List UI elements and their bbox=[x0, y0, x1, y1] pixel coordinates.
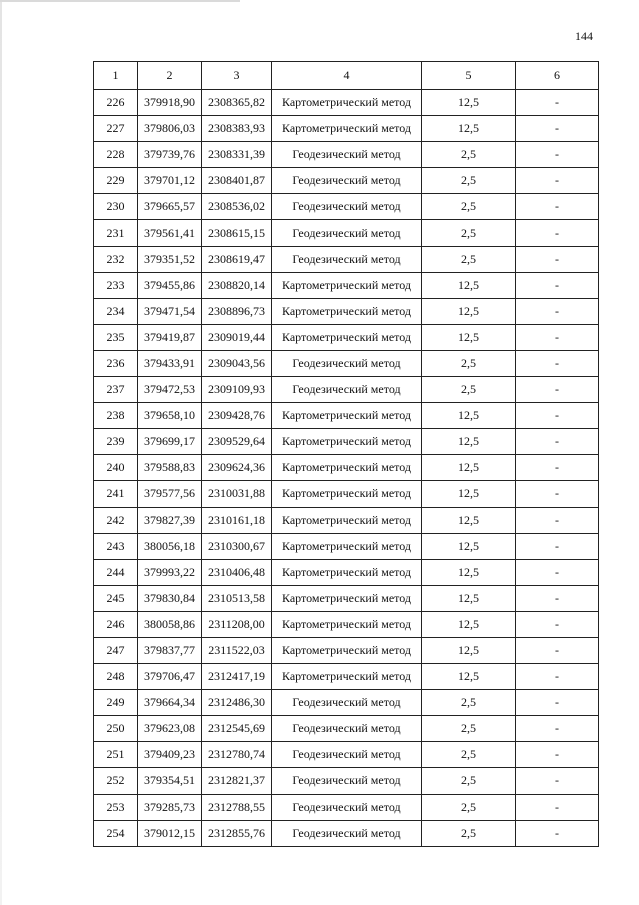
point-number-cell: 233 bbox=[94, 272, 138, 298]
point-number-cell: 228 bbox=[94, 142, 138, 168]
accuracy-cell: 12,5 bbox=[422, 455, 516, 481]
x-coordinate-cell: 379588,83 bbox=[138, 455, 202, 481]
x-coordinate-cell: 379455,86 bbox=[138, 272, 202, 298]
point-number-cell: 244 bbox=[94, 559, 138, 585]
column-header: 3 bbox=[202, 62, 272, 90]
method-cell: Геодезический метод bbox=[272, 142, 422, 168]
point-number-cell: 230 bbox=[94, 194, 138, 220]
y-coordinate-cell: 2312855,76 bbox=[202, 820, 272, 846]
y-coordinate-cell: 2311522,03 bbox=[202, 637, 272, 663]
y-coordinate-cell: 2308896,73 bbox=[202, 298, 272, 324]
table-row bbox=[94, 742, 599, 768]
x-coordinate-cell: 379665,57 bbox=[138, 194, 202, 220]
table-row bbox=[94, 794, 599, 820]
y-coordinate-cell: 2312788,55 bbox=[202, 794, 272, 820]
note-cell: - bbox=[516, 455, 599, 481]
coordinates-table bbox=[93, 61, 599, 847]
y-coordinate-cell: 2308820,14 bbox=[202, 272, 272, 298]
method-cell: Геодезический метод bbox=[272, 168, 422, 194]
x-coordinate-cell: 379433,91 bbox=[138, 350, 202, 376]
note-cell: - bbox=[516, 116, 599, 142]
y-coordinate-cell: 2312486,30 bbox=[202, 690, 272, 716]
y-coordinate-cell: 2308365,82 bbox=[202, 90, 272, 116]
y-coordinate-cell: 2310406,48 bbox=[202, 559, 272, 585]
method-cell: Геодезический метод bbox=[272, 768, 422, 794]
accuracy-cell: 12,5 bbox=[422, 664, 516, 690]
x-coordinate-cell: 379739,76 bbox=[138, 142, 202, 168]
note-cell: - bbox=[516, 637, 599, 663]
point-number-cell: 245 bbox=[94, 585, 138, 611]
x-coordinate-cell: 379561,41 bbox=[138, 220, 202, 246]
point-number-cell: 249 bbox=[94, 690, 138, 716]
accuracy-cell: 12,5 bbox=[422, 481, 516, 507]
point-number-cell: 252 bbox=[94, 768, 138, 794]
method-cell: Картометрический метод bbox=[272, 559, 422, 585]
point-number-cell: 226 bbox=[94, 90, 138, 116]
point-number-cell: 254 bbox=[94, 820, 138, 846]
method-cell: Картометрический метод bbox=[272, 90, 422, 116]
method-cell: Геодезический метод bbox=[272, 716, 422, 742]
note-cell: - bbox=[516, 768, 599, 794]
table-row bbox=[94, 768, 599, 794]
method-cell: Картометрический метод bbox=[272, 507, 422, 533]
point-number-cell: 231 bbox=[94, 220, 138, 246]
method-cell: Геодезический метод bbox=[272, 246, 422, 272]
method-cell: Картометрический метод bbox=[272, 664, 422, 690]
method-cell: Геодезический метод bbox=[272, 350, 422, 376]
point-number-cell: 232 bbox=[94, 246, 138, 272]
note-cell: - bbox=[516, 742, 599, 768]
y-coordinate-cell: 2309624,36 bbox=[202, 455, 272, 481]
method-cell: Геодезический метод bbox=[272, 820, 422, 846]
column-header: 4 bbox=[272, 62, 422, 90]
column-header: 5 bbox=[422, 62, 516, 90]
note-cell: - bbox=[516, 820, 599, 846]
point-number-cell: 234 bbox=[94, 298, 138, 324]
method-cell: Картометрический метод bbox=[272, 403, 422, 429]
accuracy-cell: 2,5 bbox=[422, 142, 516, 168]
table-row bbox=[94, 429, 599, 455]
accuracy-cell: 2,5 bbox=[422, 768, 516, 794]
table-row bbox=[94, 585, 599, 611]
accuracy-cell: 12,5 bbox=[422, 403, 516, 429]
point-number-cell: 229 bbox=[94, 168, 138, 194]
accuracy-cell: 12,5 bbox=[422, 585, 516, 611]
table-row bbox=[94, 481, 599, 507]
y-coordinate-cell: 2310031,88 bbox=[202, 481, 272, 507]
x-coordinate-cell: 379354,51 bbox=[138, 768, 202, 794]
accuracy-cell: 2,5 bbox=[422, 194, 516, 220]
x-coordinate-cell: 379409,23 bbox=[138, 742, 202, 768]
point-number-cell: 238 bbox=[94, 403, 138, 429]
method-cell: Геодезический метод bbox=[272, 794, 422, 820]
table-row bbox=[94, 455, 599, 481]
point-number-cell: 248 bbox=[94, 664, 138, 690]
note-cell: - bbox=[516, 246, 599, 272]
y-coordinate-cell: 2312417,19 bbox=[202, 664, 272, 690]
table-row bbox=[94, 90, 599, 116]
method-cell: Картометрический метод bbox=[272, 637, 422, 663]
point-number-cell: 236 bbox=[94, 350, 138, 376]
accuracy-cell: 2,5 bbox=[422, 220, 516, 246]
y-coordinate-cell: 2311208,00 bbox=[202, 611, 272, 637]
scan-mark bbox=[0, 0, 240, 2]
table-row bbox=[94, 194, 599, 220]
x-coordinate-cell: 379623,08 bbox=[138, 716, 202, 742]
point-number-cell: 227 bbox=[94, 116, 138, 142]
x-coordinate-cell: 380058,86 bbox=[138, 611, 202, 637]
y-coordinate-cell: 2308383,93 bbox=[202, 116, 272, 142]
y-coordinate-cell: 2312780,74 bbox=[202, 742, 272, 768]
method-cell: Картометрический метод bbox=[272, 116, 422, 142]
y-coordinate-cell: 2308619,47 bbox=[202, 246, 272, 272]
method-cell: Геодезический метод bbox=[272, 742, 422, 768]
accuracy-cell: 2,5 bbox=[422, 820, 516, 846]
point-number-cell: 242 bbox=[94, 507, 138, 533]
column-header: 2 bbox=[138, 62, 202, 90]
table-row bbox=[94, 142, 599, 168]
point-number-cell: 250 bbox=[94, 716, 138, 742]
method-cell: Картометрический метод bbox=[272, 455, 422, 481]
method-cell: Геодезический метод bbox=[272, 220, 422, 246]
y-coordinate-cell: 2309019,44 bbox=[202, 324, 272, 350]
accuracy-cell: 2,5 bbox=[422, 246, 516, 272]
y-coordinate-cell: 2312821,37 bbox=[202, 768, 272, 794]
accuracy-cell: 2,5 bbox=[422, 690, 516, 716]
y-coordinate-cell: 2312545,69 bbox=[202, 716, 272, 742]
table-row bbox=[94, 559, 599, 585]
accuracy-cell: 12,5 bbox=[422, 559, 516, 585]
accuracy-cell: 12,5 bbox=[422, 298, 516, 324]
table-row bbox=[94, 298, 599, 324]
accuracy-cell: 12,5 bbox=[422, 533, 516, 559]
point-number-cell: 247 bbox=[94, 637, 138, 663]
x-coordinate-cell: 379285,73 bbox=[138, 794, 202, 820]
accuracy-cell: 12,5 bbox=[422, 507, 516, 533]
point-number-cell: 239 bbox=[94, 429, 138, 455]
table-row bbox=[94, 664, 599, 690]
x-coordinate-cell: 380056,18 bbox=[138, 533, 202, 559]
method-cell: Картометрический метод bbox=[272, 324, 422, 350]
table-row bbox=[94, 637, 599, 663]
note-cell: - bbox=[516, 481, 599, 507]
x-coordinate-cell: 379012,15 bbox=[138, 820, 202, 846]
scan-edge bbox=[0, 0, 2, 905]
accuracy-cell: 2,5 bbox=[422, 168, 516, 194]
table-body bbox=[94, 90, 599, 847]
x-coordinate-cell: 379664,34 bbox=[138, 690, 202, 716]
note-cell: - bbox=[516, 194, 599, 220]
x-coordinate-cell: 379918,90 bbox=[138, 90, 202, 116]
note-cell: - bbox=[516, 533, 599, 559]
table-row bbox=[94, 533, 599, 559]
x-coordinate-cell: 379830,84 bbox=[138, 585, 202, 611]
table-row bbox=[94, 507, 599, 533]
y-coordinate-cell: 2310161,18 bbox=[202, 507, 272, 533]
method-cell: Картометрический метод bbox=[272, 585, 422, 611]
point-number-cell: 240 bbox=[94, 455, 138, 481]
table-header-row bbox=[94, 62, 599, 90]
page-number: 144 bbox=[575, 29, 593, 43]
note-cell: - bbox=[516, 298, 599, 324]
note-cell: - bbox=[516, 220, 599, 246]
table-row bbox=[94, 350, 599, 376]
accuracy-cell: 12,5 bbox=[422, 611, 516, 637]
note-cell: - bbox=[516, 664, 599, 690]
accuracy-cell: 12,5 bbox=[422, 116, 516, 142]
y-coordinate-cell: 2308401,87 bbox=[202, 168, 272, 194]
note-cell: - bbox=[516, 429, 599, 455]
y-coordinate-cell: 2308536,02 bbox=[202, 194, 272, 220]
x-coordinate-cell: 379351,52 bbox=[138, 246, 202, 272]
method-cell: Геодезический метод bbox=[272, 690, 422, 716]
note-cell: - bbox=[516, 716, 599, 742]
note-cell: - bbox=[516, 168, 599, 194]
method-cell: Картометрический метод bbox=[272, 429, 422, 455]
point-number-cell: 235 bbox=[94, 324, 138, 350]
method-cell: Геодезический метод bbox=[272, 194, 422, 220]
table-row bbox=[94, 377, 599, 403]
accuracy-cell: 2,5 bbox=[422, 742, 516, 768]
table-row bbox=[94, 220, 599, 246]
note-cell: - bbox=[516, 272, 599, 298]
x-coordinate-cell: 379419,87 bbox=[138, 324, 202, 350]
method-cell: Геодезический метод bbox=[272, 377, 422, 403]
note-cell: - bbox=[516, 585, 599, 611]
accuracy-cell: 2,5 bbox=[422, 350, 516, 376]
method-cell: Картометрический метод bbox=[272, 272, 422, 298]
accuracy-cell: 12,5 bbox=[422, 90, 516, 116]
note-cell: - bbox=[516, 90, 599, 116]
note-cell: - bbox=[516, 507, 599, 533]
note-cell: - bbox=[516, 794, 599, 820]
point-number-cell: 253 bbox=[94, 794, 138, 820]
accuracy-cell: 12,5 bbox=[422, 637, 516, 663]
point-number-cell: 241 bbox=[94, 481, 138, 507]
column-header: 1 bbox=[94, 62, 138, 90]
y-coordinate-cell: 2309043,56 bbox=[202, 350, 272, 376]
note-cell: - bbox=[516, 690, 599, 716]
x-coordinate-cell: 379658,10 bbox=[138, 403, 202, 429]
x-coordinate-cell: 379837,77 bbox=[138, 637, 202, 663]
method-cell: Картометрический метод bbox=[272, 481, 422, 507]
point-number-cell: 246 bbox=[94, 611, 138, 637]
accuracy-cell: 2,5 bbox=[422, 377, 516, 403]
point-number-cell: 243 bbox=[94, 533, 138, 559]
table-row bbox=[94, 168, 599, 194]
x-coordinate-cell: 379706,47 bbox=[138, 664, 202, 690]
table-row bbox=[94, 116, 599, 142]
table-row bbox=[94, 272, 599, 298]
note-cell: - bbox=[516, 559, 599, 585]
y-coordinate-cell: 2310300,67 bbox=[202, 533, 272, 559]
method-cell: Картометрический метод bbox=[272, 533, 422, 559]
accuracy-cell: 12,5 bbox=[422, 324, 516, 350]
x-coordinate-cell: 379806,03 bbox=[138, 116, 202, 142]
x-coordinate-cell: 379699,17 bbox=[138, 429, 202, 455]
note-cell: - bbox=[516, 403, 599, 429]
note-cell: - bbox=[516, 324, 599, 350]
y-coordinate-cell: 2309529,64 bbox=[202, 429, 272, 455]
column-header: 6 bbox=[516, 62, 599, 90]
table-row bbox=[94, 324, 599, 350]
table-row bbox=[94, 820, 599, 846]
table-row bbox=[94, 716, 599, 742]
x-coordinate-cell: 379993,22 bbox=[138, 559, 202, 585]
y-coordinate-cell: 2310513,58 bbox=[202, 585, 272, 611]
method-cell: Картометрический метод bbox=[272, 298, 422, 324]
point-number-cell: 251 bbox=[94, 742, 138, 768]
accuracy-cell: 12,5 bbox=[422, 272, 516, 298]
y-coordinate-cell: 2308331,39 bbox=[202, 142, 272, 168]
method-cell: Картометрический метод bbox=[272, 611, 422, 637]
x-coordinate-cell: 379701,12 bbox=[138, 168, 202, 194]
note-cell: - bbox=[516, 142, 599, 168]
table-row bbox=[94, 611, 599, 637]
note-cell: - bbox=[516, 377, 599, 403]
x-coordinate-cell: 379827,39 bbox=[138, 507, 202, 533]
y-coordinate-cell: 2309428,76 bbox=[202, 403, 272, 429]
x-coordinate-cell: 379577,56 bbox=[138, 481, 202, 507]
y-coordinate-cell: 2308615,15 bbox=[202, 220, 272, 246]
point-number-cell: 237 bbox=[94, 377, 138, 403]
accuracy-cell: 2,5 bbox=[422, 794, 516, 820]
table-row bbox=[94, 246, 599, 272]
accuracy-cell: 2,5 bbox=[422, 716, 516, 742]
x-coordinate-cell: 379471,54 bbox=[138, 298, 202, 324]
y-coordinate-cell: 2309109,93 bbox=[202, 377, 272, 403]
table-row bbox=[94, 403, 599, 429]
note-cell: - bbox=[516, 350, 599, 376]
accuracy-cell: 12,5 bbox=[422, 429, 516, 455]
note-cell: - bbox=[516, 611, 599, 637]
x-coordinate-cell: 379472,53 bbox=[138, 377, 202, 403]
table-row bbox=[94, 690, 599, 716]
